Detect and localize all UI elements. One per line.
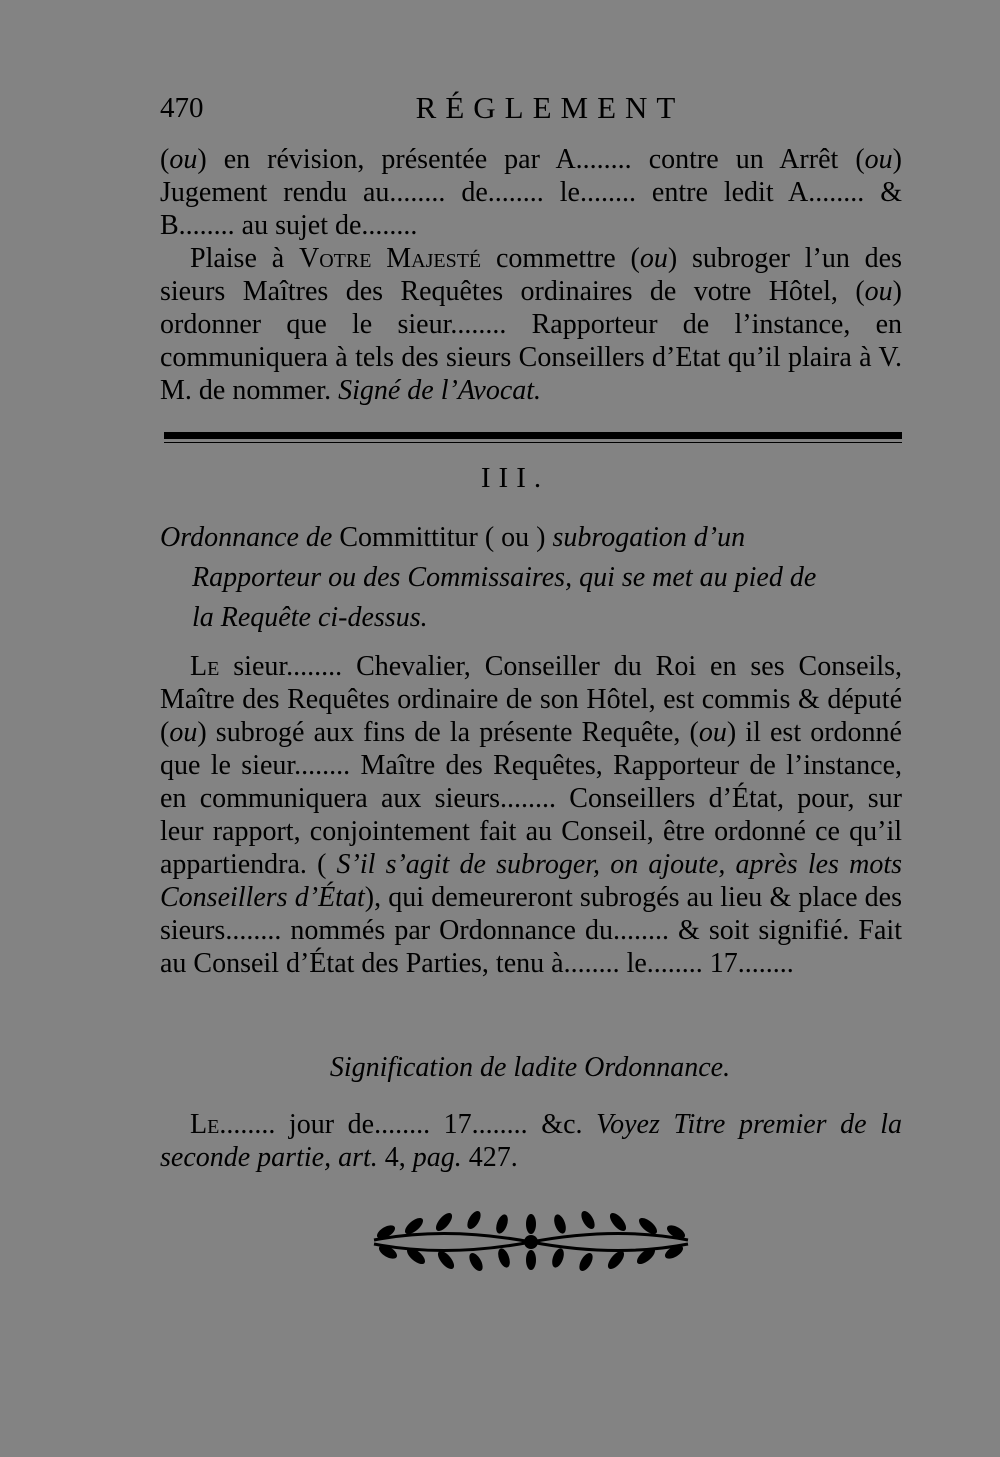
running-title: RÉGLEMENT xyxy=(415,90,685,125)
text-fragment: ) subrogé aux fins de la présente Requête, ( xyxy=(197,717,699,748)
title-line: Rapporteur ou des Commissaires, qui se met au pied de xyxy=(192,562,817,593)
page-header xyxy=(160,92,900,132)
ordinance-paragraph xyxy=(160,650,902,980)
small-caps-text: Le xyxy=(190,651,220,682)
petition-paragraph xyxy=(160,242,902,407)
italic-ou: ou xyxy=(639,243,668,274)
title-fragment: Ordonnance de xyxy=(160,522,333,553)
section-title xyxy=(160,518,902,638)
small-caps-text: Votre Majesté xyxy=(298,243,482,274)
section-rule-thin xyxy=(164,442,902,443)
text-fragment: ) subroger l’un des sieurs Maîtres des Requêtes ordinaires de votre Hôtel, ( xyxy=(160,243,903,307)
text-fragment: ) ordonner que le sieur........ Rapporteur de l’instance, en communiquera à tels des sieurs Conseillers d’Etat qu’il plaira à V. M. de nommer. xyxy=(160,276,902,406)
text-fragment: A........ & B........ au sujet de........ xyxy=(160,177,902,241)
italic-note: Voyez Titre premier de la seconde partie, art. xyxy=(160,1109,902,1173)
text-fragment: 4, xyxy=(384,1142,406,1173)
italic-ou: ou xyxy=(169,144,198,175)
text-fragment: ........ jour de........ 17........ &c. xyxy=(219,1109,583,1140)
small-caps-text: Le xyxy=(190,1109,220,1140)
title-fragment: Committitur ( ou ) xyxy=(339,522,546,553)
signification-heading: Signification de ladite Ordonnance. xyxy=(329,1052,731,1083)
signature-note: Signé de l’Avocat. xyxy=(338,375,542,406)
title-line: la Requête ci-dessus. xyxy=(192,602,428,633)
text-fragment: sieur........ Chevalier, Conseiller du Roi en ses Conseils, Maître des Requêtes ordinaire de son Hôtel, est commis & député ( xyxy=(160,651,902,748)
text-fragment: ( xyxy=(855,144,865,175)
text-fragment: ) en révision, présentée par A........ contre un Arrêt xyxy=(197,144,839,175)
italic-ou: ou xyxy=(864,144,893,175)
italic-ou: ou xyxy=(698,717,727,748)
signification-paragraph xyxy=(160,1108,902,1174)
text-fragment: commettre ( xyxy=(495,243,640,274)
text-fragment: ) il est ordonné que le sieur........ Maître des Requêtes, Rapporteur de l’instance, en communiquera aux sieurs........ Conseillers d’État, pour, sur leur rapport, conjointement fait au Conseil, être ordonné ce qu’il appartiendra. ( xyxy=(160,717,902,880)
floral-vignette-icon xyxy=(366,1206,696,1274)
text-fragment: ( xyxy=(160,144,170,175)
italic-note: pag. xyxy=(412,1142,462,1173)
text-fragment: 427. xyxy=(468,1142,518,1173)
italic-note: S’il s’agit de subroger, on ajoute, après les mots Conseillers d’État xyxy=(160,849,902,913)
text-fragment: ) Jugement rendu au........ de........ le........ entre ledit xyxy=(160,144,902,208)
text-fragment: Plaise à xyxy=(190,243,285,274)
italic-ou: ou xyxy=(864,276,893,307)
section-rule xyxy=(164,432,902,439)
section-number: III. xyxy=(480,462,550,494)
continuation-paragraph xyxy=(160,143,902,242)
text-fragment: ), qui demeureront subrogés au lieu & place des sieurs........ nommés par Ordonnance du........ & soit signifié. Fait au Conseil d’État des Parties, tenu à........ le........ 17........ xyxy=(160,882,903,979)
title-fragment: subrogation d’un xyxy=(552,522,746,553)
page-number: 470 xyxy=(160,92,204,124)
italic-ou: ou xyxy=(169,717,198,748)
